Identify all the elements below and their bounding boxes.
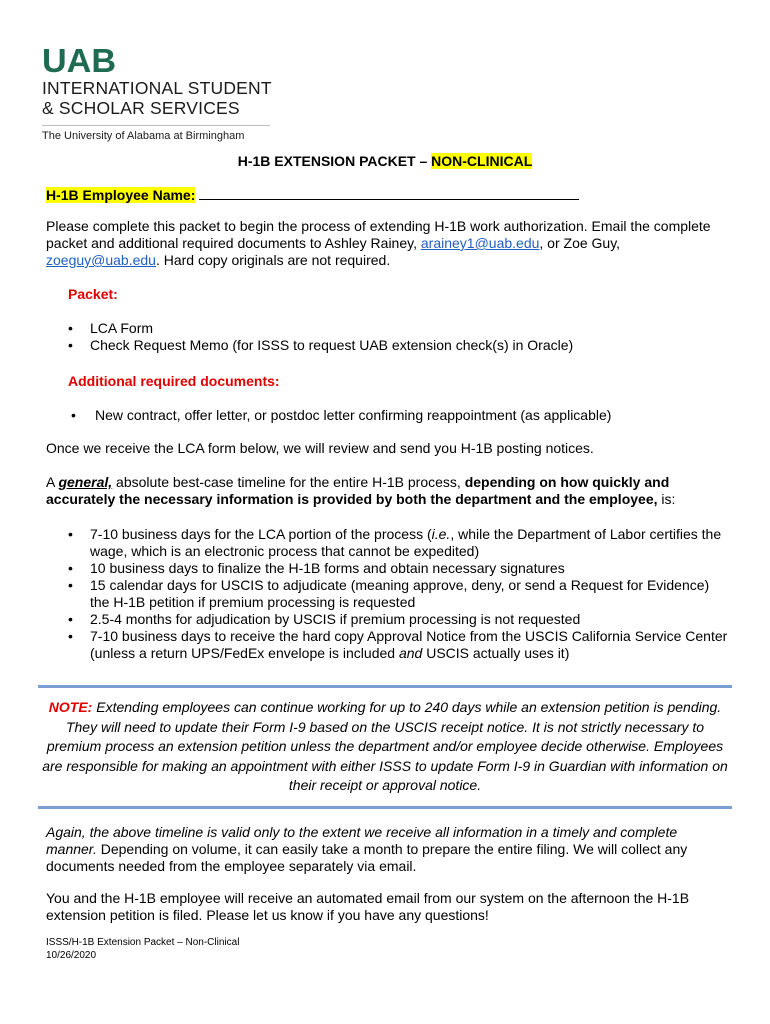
timeline-intro-a: A bbox=[46, 474, 59, 490]
list-item: • 15 calendar days for USCIS to adjudicate (meaning approve, deny, or send a Request for Evidence) the H-1B petition if premium processing is requested bbox=[68, 577, 732, 611]
uab-logo-mark bbox=[42, 46, 122, 74]
logo-divider bbox=[42, 125, 270, 126]
timeline-item-5b: USCIS actually uses it) bbox=[422, 645, 570, 661]
intro-text-2: , or Zoe Guy, bbox=[539, 235, 621, 251]
packet-heading: Packet: bbox=[68, 286, 118, 302]
employee-name-row bbox=[46, 185, 579, 203]
list-item: • Check Request Memo (for ISSS to request UAB extension check(s) in Oracle) bbox=[68, 337, 728, 354]
page-title bbox=[0, 153, 770, 169]
list-item bbox=[68, 628, 732, 662]
logo-university: The University of Alabama at Birmingham bbox=[42, 130, 245, 142]
timeline-item-5-and: and bbox=[398, 645, 423, 661]
additional-docs-list bbox=[71, 407, 731, 424]
uab-logo-mark-text: UAB bbox=[42, 46, 116, 74]
logo-line-2: & SCHOLAR SERVICES bbox=[42, 98, 240, 118]
intro-text-3: . Hard copy originals are not required. bbox=[155, 252, 391, 268]
note-label: NOTE: bbox=[48, 699, 93, 715]
footer-line-1: ISSS/H-1B Extension Packet – Non-Clinical bbox=[46, 937, 240, 948]
list-item bbox=[68, 526, 732, 560]
closing-paragraph: You and the H-1B employee will receive an automated email from our system on the afternoon the H-1B extension petition is filed. Please let us know if you have any questions! bbox=[46, 890, 690, 923]
timeline-intro-bold: depending on how quickly and accurately the necessary information is provided by both the department and the employee, bbox=[46, 474, 670, 507]
list-item: • 2.5-4 months for adjudication by USCIS if premium processing is not requested bbox=[68, 611, 732, 628]
note-body: Extending employees can continue working for up to 240 days while an extension petition is pending. They will need to update their Form I-9 based on the USCIS receipt notice. It is not strictly necessary to premium process an extension petition unless the department and/or employee decide otherwise. Employees are responsible for making an appointment with either ISSS to update Form I-9 in Guardian with information on their receipt or approval notice. bbox=[42, 699, 728, 793]
timeline-intro-mid: absolute best-case timeline for the entire H-1B process, bbox=[112, 474, 465, 490]
logo-line-1: INTERNATIONAL STUDENT bbox=[42, 78, 272, 98]
list-item: • New contract, offer letter, or postdoc letter confirming reappointment (as applicable) bbox=[71, 407, 731, 424]
timeline-item-5a: 7-10 business days to receive the hard copy Approval Notice from the USCIS California Service Center (unless a return UPS/FedEx envelope is included bbox=[90, 628, 728, 661]
email-link-zoe[interactable]: zoeguy@uab.edu bbox=[46, 252, 156, 268]
intro-text-1: Please complete this packet to begin the process of extending H-1B work authorization. Email the complete packet and additional required documents to Ashley Rainey, bbox=[46, 218, 711, 251]
list-item: • 10 business days to finalize the H-1B forms and obtain necessary signatures bbox=[68, 560, 732, 577]
footer bbox=[46, 936, 239, 962]
timeline-list bbox=[68, 526, 732, 662]
note-text bbox=[42, 698, 728, 796]
email-link-ashley[interactable]: arainey1@uab.edu bbox=[420, 235, 540, 251]
timeline-item-1-ie: i.e. bbox=[431, 526, 451, 542]
timeline-item-1b: , while the Department of Labor certifies the wage, which is an electronic process that cannot be expedited) bbox=[90, 526, 722, 559]
timeline-item-1a: 7-10 business days for the LCA portion of the process ( bbox=[90, 526, 432, 542]
employee-name-field[interactable] bbox=[199, 185, 579, 200]
packet-list bbox=[68, 320, 728, 354]
timeline-intro-end: is: bbox=[657, 491, 676, 507]
title-prefix: H-1B EXTENSION PACKET – bbox=[237, 153, 432, 169]
additional-docs-heading: Additional required documents: bbox=[68, 373, 280, 389]
lca-notice: Once we receive the LCA form below, we will review and send you H-1B posting notices. bbox=[46, 440, 594, 456]
employee-name-label: H-1B Employee Name: bbox=[46, 187, 196, 203]
list-item: • LCA Form bbox=[68, 320, 728, 337]
timeline-intro-general: general, bbox=[58, 474, 113, 490]
title-highlight: NON-CLINICAL bbox=[431, 153, 533, 169]
again-paragraph bbox=[46, 824, 730, 875]
uab-logo bbox=[42, 46, 274, 142]
again-italic: Again, the above timeline is valid only to the extent we receive all information in a timely and complete manner. bbox=[46, 824, 678, 857]
footer-line-2: 10/26/2020 bbox=[46, 950, 97, 961]
again-rest: Depending on volume, it can easily take a month to prepare the entire filing. We will collect any documents needed from the employee separately via email. bbox=[46, 841, 688, 874]
intro-paragraph bbox=[46, 218, 730, 269]
timeline-intro bbox=[46, 474, 730, 508]
note-box bbox=[38, 685, 732, 809]
